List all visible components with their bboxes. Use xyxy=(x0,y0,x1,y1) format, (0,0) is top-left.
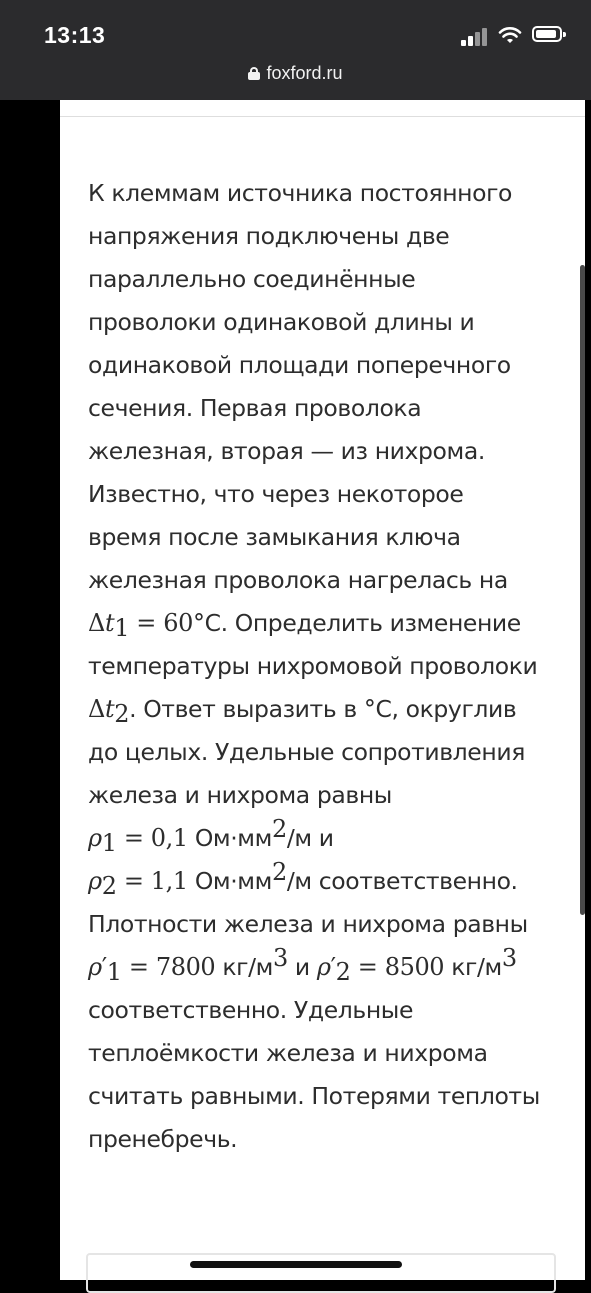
math-value: 7800 xyxy=(155,953,216,981)
unit-text: Ом·мм xyxy=(194,824,272,852)
math-sup: 2 xyxy=(271,858,287,886)
text-line: соответственно. Удельные xyxy=(88,996,413,1024)
text-line-rho1 xyxy=(88,817,588,860)
text-line: железная, вторая — из нихрома. xyxy=(88,437,485,465)
battery-icon xyxy=(532,26,562,42)
math-eq: = xyxy=(129,609,164,637)
text-fragment: /м соответственно. xyxy=(286,867,518,895)
text-line-delta-t1 xyxy=(88,602,588,645)
wifi-icon xyxy=(498,25,522,45)
math-value: 1,1 xyxy=(150,867,188,895)
text-fragment: С. Определить изменение xyxy=(204,609,521,637)
text-line: пренебречь. xyxy=(88,1125,238,1153)
text-line-rho2 xyxy=(88,860,588,903)
problem-card xyxy=(60,100,585,1280)
math-rho: ρ xyxy=(88,953,102,981)
math-value: 8500 xyxy=(384,953,445,981)
text-line: железная проволока нагрелась на xyxy=(88,566,508,594)
answer-box[interactable] xyxy=(86,1253,556,1293)
cellular-signal-icon xyxy=(461,28,489,46)
text-line: считать равными. Потерями теплоты xyxy=(88,1082,540,1110)
math-eq: = xyxy=(121,953,156,981)
unit-text: кг/м xyxy=(451,953,502,981)
math-sup: 3 xyxy=(272,944,288,972)
math-prime: ′ xyxy=(330,953,336,981)
math-rho: ρ xyxy=(88,824,102,852)
text-fragment: С, округлив xyxy=(375,695,517,723)
math-sub: 2 xyxy=(101,872,117,900)
math-sub: 2 xyxy=(114,700,130,728)
text-line: К клеммам источника постоянного xyxy=(88,179,513,207)
math-eq: = xyxy=(116,867,151,895)
math-sub: 1 xyxy=(114,614,130,642)
home-indicator[interactable] xyxy=(190,1261,402,1268)
unit-text: кг/м xyxy=(222,953,273,981)
text-line: одинаковой площади поперечного xyxy=(88,351,511,379)
clock: 13:13 xyxy=(44,22,106,48)
math-t: t xyxy=(104,609,115,637)
text-line: время после замыкания ключа xyxy=(88,523,461,551)
lock-icon xyxy=(248,67,260,80)
text-line: температуры нихромовой проволоки xyxy=(88,652,538,680)
math-delta: Δ xyxy=(88,695,105,723)
math-delta: Δ xyxy=(88,609,105,637)
text-line-delta-t2 xyxy=(88,688,588,731)
address-bar[interactable] xyxy=(0,63,591,84)
math-degree: ° xyxy=(363,695,376,723)
math-sub: 1 xyxy=(101,829,117,857)
math-rho: ρ xyxy=(88,867,102,895)
math-degree: ° xyxy=(192,609,205,637)
math-rho: ρ xyxy=(316,953,331,981)
math-sup: 3 xyxy=(501,944,517,972)
text-fragment: /м и xyxy=(286,824,334,852)
scrollbar[interactable] xyxy=(580,265,585,915)
text-line-density xyxy=(88,946,588,989)
unit-text: Ом·мм xyxy=(194,867,272,895)
text-line: железа и нихрома равны xyxy=(88,781,392,809)
text-fragment: . Ответ выразить в xyxy=(129,695,357,723)
text-fragment: и xyxy=(287,953,317,981)
text-line: напряжения подключены две xyxy=(88,222,450,250)
text-line: Плотности железа и нихрома равны xyxy=(88,910,528,938)
status-bar xyxy=(0,0,591,100)
text-line: параллельно соединённые xyxy=(88,265,416,293)
math-sub: 2 xyxy=(335,958,351,986)
url-text: foxford.ru xyxy=(266,63,343,83)
problem-text xyxy=(88,172,588,1161)
text-line: Известно, что через некоторое xyxy=(88,480,464,508)
math-eq: = xyxy=(116,824,151,852)
math-prime: ′ xyxy=(101,953,107,981)
math-eq: = xyxy=(350,953,385,981)
math-value: 0,1 xyxy=(150,824,188,852)
text-line: сечения. Первая проволока xyxy=(88,394,422,422)
text-line: теплоёмкости железа и нихрома xyxy=(88,1039,488,1067)
text-line: до целых. Удельные сопротивления xyxy=(88,738,525,766)
divider xyxy=(60,116,585,117)
math-sup: 2 xyxy=(271,815,287,843)
text-line: проволоки одинаковой длины и xyxy=(88,308,475,336)
math-t: t xyxy=(104,695,115,723)
math-value: 60 xyxy=(163,609,193,637)
math-sub: 1 xyxy=(106,958,122,986)
